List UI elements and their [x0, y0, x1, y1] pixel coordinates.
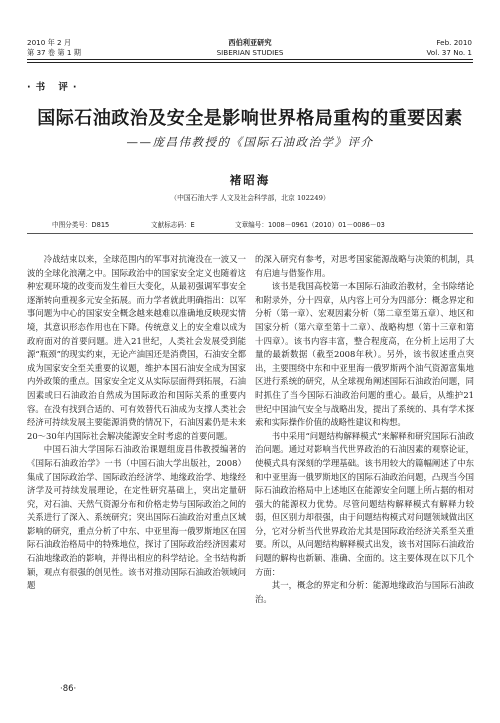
journal-name-cn: 西伯利亚研究	[228, 38, 272, 47]
header-right	[426, 38, 472, 57]
volume-issue: 第 37 卷 第 1 期	[27, 47, 81, 57]
issue-date-en: Feb. 2010	[436, 38, 472, 47]
issue-date: 2010 年 2 月	[27, 38, 72, 47]
header-rule-thin	[27, 62, 473, 63]
page-number: ·86·	[60, 684, 77, 694]
clc-number: 中图分类号：D815	[52, 221, 110, 229]
header-rule-thick	[27, 59, 473, 60]
author-affiliation: （中国石油大学 人文及社会科学部，北京 102249）	[170, 194, 330, 202]
column-tag: ·书 评·	[27, 82, 82, 93]
article-subtitle: ——庞昌伟教授的《国际石油政治学》评介	[126, 135, 374, 149]
meta-divider	[27, 233, 473, 234]
body-column-left	[27, 253, 246, 593]
header-center	[0, 38, 500, 57]
article-number: 文章编号：1008－0961（2010）01－0086－03	[235, 221, 385, 229]
paragraph: 的深入研究有参考，对思考国家能源战略与决策的机制，具有启迪与借鉴作用。	[255, 254, 474, 278]
paragraph: 冷战结束以来，全球范围内的军事对抗淹没在一波又一波的全球化浪潮之中。国际政治中的国家安全定义也随着这种宏观环境的改变而发生着巨大变化，从最初强调军事安全逐渐转向重视多元安全拓展。而力学者就此明确指出：以军事问题为中心的国家安全概念越来越难以准确地反映现实情境，其意识形态作用也在下降。传统意义上的安全难以成为政府面对的首要问题。进入21世纪，人类社会发展受到能源“瓶颈”的现实约束，无论产油国还是消费国，石油安全都成为国家安全至关重要的议题，维护本国石油安全成为国家内外政策的重点。国家安全定义从实际层面得到拓展，石油因素或曰石油政治自然成为国际政治和国际关系的重要内容。在没有找到合适的、可有效替代石油成为支撑人类社会经济可持续发展主要能源消费的情况下，石油因素仍是未来20～30年内国际社会解决能源安全时考虑的首要问题。	[27, 254, 246, 441]
volume-issue-en: Vol. 37 No. 1	[426, 47, 472, 57]
paragraph: 书中采用“问题结构解释模式”来解释和研究国际石油政治问题。通过对影响当代世界政治的石油因素的观察论证，使模式具有深刻的学理基础。该书用较大的篇幅阐述了中东和中亚里海一俄罗斯地区的国际石油政治问题，凸现当今国际石油政治格局中上述地区在能源安全问题上所占据的相对强大的能源权力优势。尽管问题结构解释模式有解释力较弱，但区别力却很强，由于问题结构模式对问题领域做出区分，它对分析当代世界政治尤其是国际政治经济关系至关重要。所以，从问题结构解释模式出发，该书对国际石油政治问题的解构也新颖、准确、全面的。这主要体现在以下几个方面：	[255, 430, 474, 577]
body-column-right	[255, 253, 474, 606]
paragraph: 其一，概念的界定和分析：能源地缘政治与国际石油政治。	[255, 580, 474, 604]
article-title: 国际石油政治及安全是影响世界格局重构的重要因素	[37, 108, 463, 129]
author-name: 褚昭海	[229, 173, 271, 187]
journal-name-en: SIBERIAN STUDIES	[216, 47, 284, 57]
document-code: 文献标志码：E	[151, 221, 195, 229]
paragraph: 该书是我国高校第一本国际石油政治教材，全书除绪论和附录外，分十四章，从内容上可分为四部分：概念界定和分析（第一章）、宏观因素分析（第二章至第五章）、地区和国家分析（第六章至第十二章）、战略构想（第十三章和第十四章）。该书内容丰富，整合程度高，在分析上运用了大量的最新数据（截至2008年秋）。另外，该书叙述重点突出，主要围绕中东和中亚里海一俄罗斯两个油气资源富集地区进行系统的研究，从全球视角阐述国际石油政治问题，同时抓住了当今国际石油政治问题的重心。最后，从维护21世纪中国油气安全与战略出发，提出了系统的、具有学术探索和实际操作价值的战略性建议和构想。	[255, 281, 474, 428]
paragraph: 中国石油大学国际石油政治课题组庞昌伟教授编著的《国际石油政治学》一书（中国石油大学出版社，2008）集成了国际政治学、国际政治经济学、地缘政治学、地缘经济学及可持续发展理论，在定性研究基础上，突出定量研究，对石油、天然气资源分布和价格走势与国际政治之间的关系进行了深入、系统研究；突出国际石油政治对重点区域影响的研究，重点分析了中东、中亚里海一俄罗斯地区在国际石油政治格局中的特殊地位，探讨了国际政治经济因素对石油地缘政治的影响，并得出相应的科学结论。全书结构新颖，观点有很强的创见性。该书对推动国际石油政治领域问题	[27, 444, 246, 591]
